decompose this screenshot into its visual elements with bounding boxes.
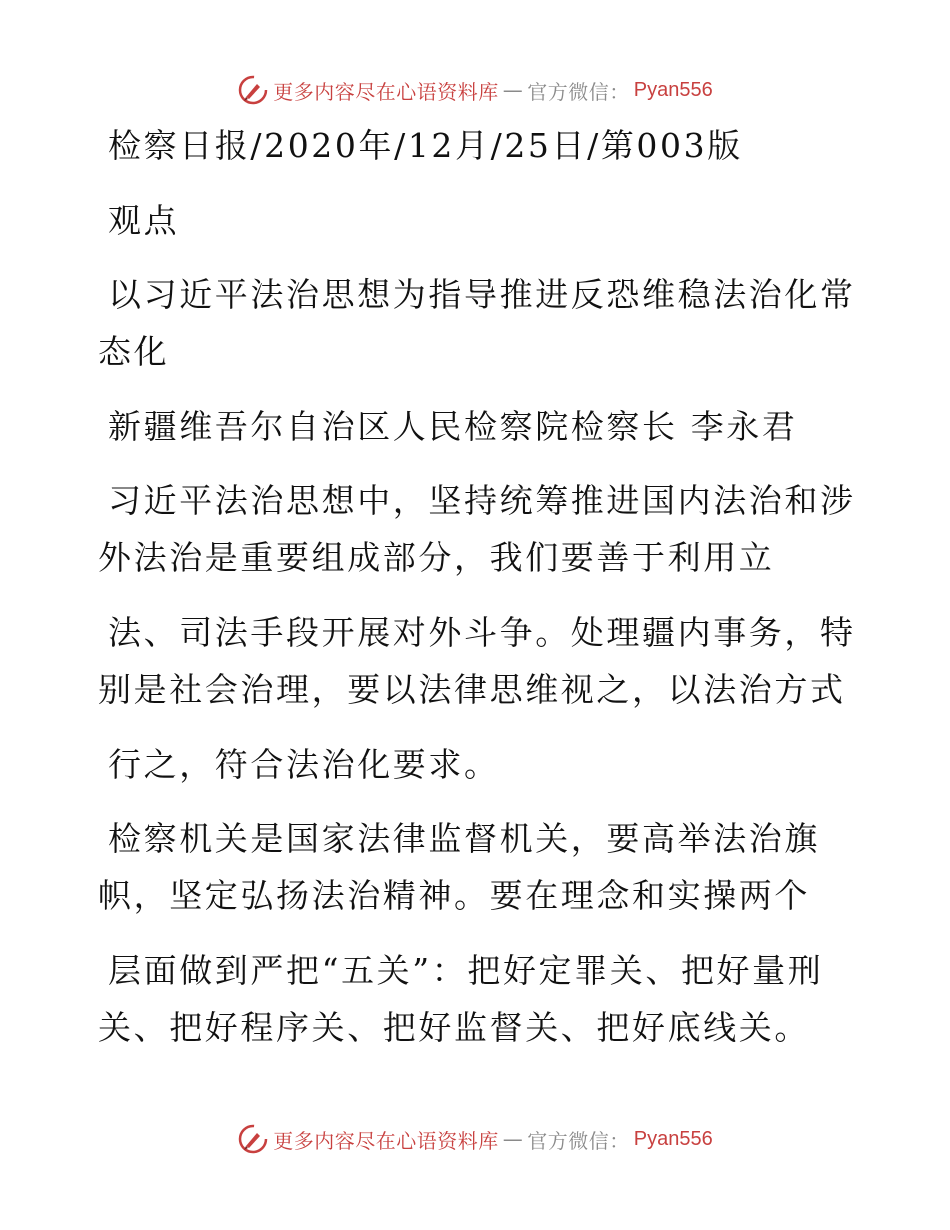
article-title-line-2: 态化 <box>98 332 170 371</box>
header-watermark <box>0 70 950 110</box>
watermark-slogan: 更多内容尽在心语资料库 <box>273 79 499 104</box>
pen-logo-icon <box>237 1123 269 1155</box>
body-line-8: 层面做到严把“五关”：把好定罪关、把好量刑 <box>108 951 824 990</box>
body-line-4: 别是社会治理，要以法律思维视之，以法治方式 <box>98 670 846 709</box>
masthead: 检察日报/2020年/12月/25日/第003版 <box>108 126 743 165</box>
watermark-separator: — <box>502 78 524 102</box>
body-line-9: 关、把好程序关、把好监督关、把好底线关。 <box>98 1008 810 1047</box>
body-line-2: 外法治是重要组成部分，我们要善于利用立 <box>98 538 775 577</box>
body-line-3: 法、司法手段开展对外斗争。处理疆内事务，特 <box>108 613 856 652</box>
watermark-wechat-label: 官方微信： <box>527 79 630 104</box>
article-title-line-1: 以习近平法治思想为指导推进反恐维稳法治化常 <box>108 275 856 314</box>
section-label: 观点 <box>108 201 180 240</box>
watermark-content <box>237 1123 712 1155</box>
body-line-7: 帜，坚定弘扬法治精神。要在理念和实操两个 <box>98 876 810 915</box>
watermark-wechat-id: Pyan556 <box>633 78 713 101</box>
watermark-content <box>237 74 712 106</box>
watermark-slogan: 更多内容尽在心语资料库 <box>273 1128 499 1153</box>
watermark-wechat-label: 官方微信： <box>527 1128 630 1153</box>
byline: 新疆维吾尔自治区人民检察院检察长 李永君 <box>108 407 798 446</box>
watermark-wechat-id: Pyan556 <box>633 1127 713 1150</box>
body-line-1: 习近平法治思想中，坚持统筹推进国内法治和涉 <box>108 481 856 520</box>
body-line-5: 行之，符合法治化要求。 <box>108 745 500 784</box>
watermark-separator: — <box>502 1127 524 1151</box>
footer-watermark <box>0 1119 950 1159</box>
body-line-6: 检察机关是国家法律监督机关，要高举法治旗 <box>108 819 820 858</box>
pen-logo-icon <box>237 74 269 106</box>
